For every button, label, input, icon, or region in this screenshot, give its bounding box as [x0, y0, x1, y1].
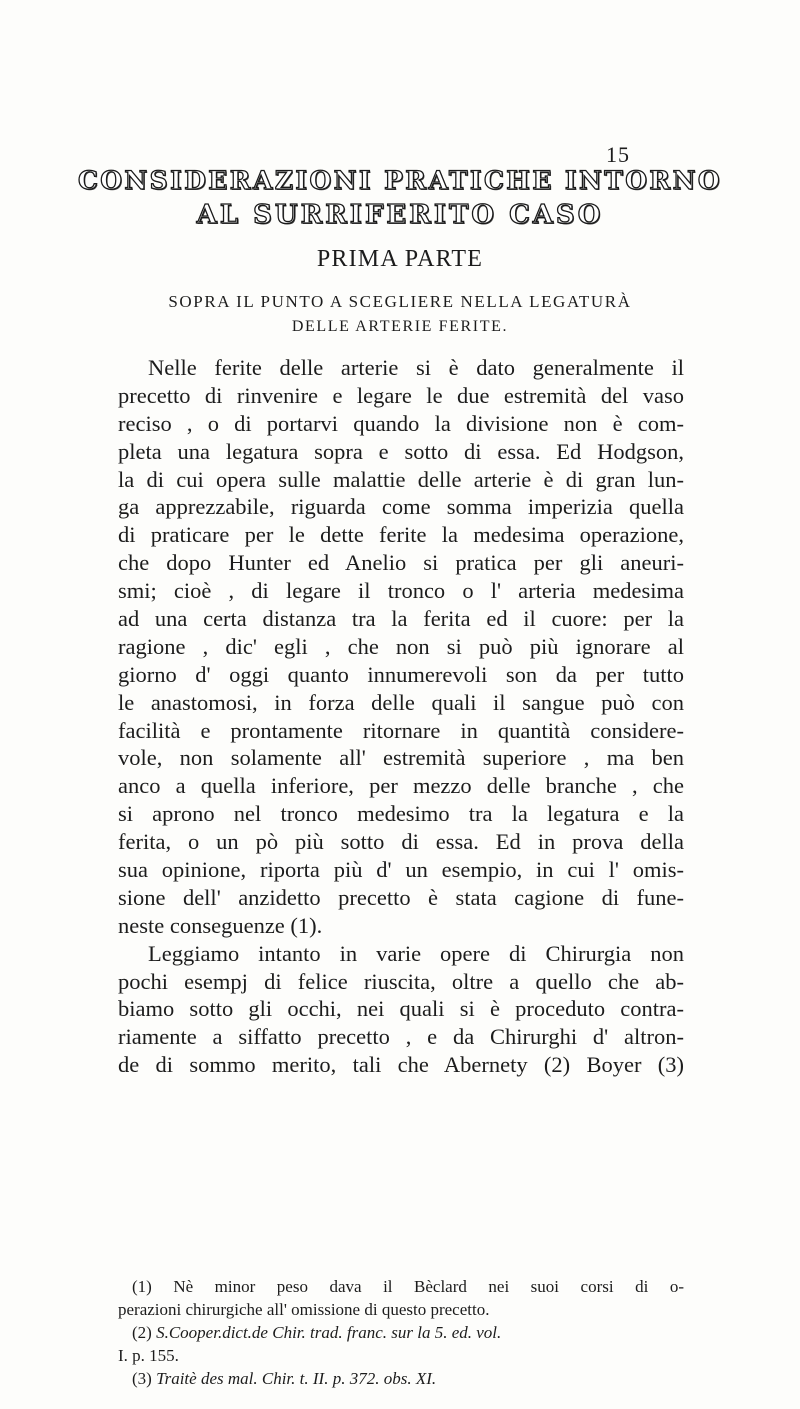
body-line: giorno d' oggi quanto innumerevoli son da per tutto	[118, 661, 684, 687]
body-text	[118, 354, 684, 1079]
footnote-3-marker: (3)	[132, 1369, 152, 1388]
footnote-2-marker: (2)	[132, 1323, 152, 1342]
body-line: anco a quella inferiore, per mezzo delle branche , che	[118, 773, 684, 799]
body-line: neste conseguenze (1).	[118, 912, 323, 938]
body-line: biamo sotto gli occhi, nei quali si è proceduto contra-	[118, 996, 684, 1022]
footnote-1-line-2: perazioni chirurgiche all' omissione di questo precetto.	[118, 1300, 490, 1319]
footnote-2	[118, 1321, 684, 1344]
ornate-heading-line-1: CONSIDERAZIONI PRATICHE INTORNO	[77, 166, 723, 195]
body-line: Leggiamo intanto in varie opere di Chirurgia non	[148, 940, 684, 966]
part-title: PRIMA PARTE	[316, 246, 484, 272]
body-line: precetto di rinvenire e legare le due estremità del vaso	[118, 382, 684, 408]
footnote-2-reference: S.Cooper.dict.de Chir. trad. franc. sur la 5. ed. vol.	[156, 1323, 502, 1342]
body-line: ragione , dic' egli , che non si può più ignorare al	[118, 633, 684, 659]
body-line: ferita, o un pò più sotto di essa. Ed in prova della	[118, 829, 684, 855]
footnote-3-reference: Traitè des mal. Chir. t. II. p. 372. obs. XI.	[156, 1369, 437, 1388]
footnote-2-continuation: I. p. 155.	[118, 1346, 179, 1365]
footnote-1-line-1: (1) Nè minor peso dava il Bèclard nei suoi corsi di o-	[132, 1277, 684, 1296]
section-subtitle-line-1: SOPRA IL PUNTO A SCEGLIERE NELLA LEGATURÀ	[168, 292, 632, 311]
body-line: pochi esempj di felice riuscita, oltre a quello che ab-	[118, 968, 684, 994]
ornate-heading-line-2: AL SURRIFERITO CASO	[196, 200, 604, 230]
body-line: si aprono nel tronco medesimo tra la legatura e la	[118, 801, 684, 827]
body-line: sua opinione, riporta più d' un esempio, in cui l' omis-	[118, 857, 684, 883]
body-line: che dopo Hunter ed Anelio si pratica per gli aneuri-	[118, 550, 684, 576]
body-line: facilità e prontamente ritornare in quantità considere-	[118, 717, 684, 743]
body-line: ga apprezzabile, riguarda come somma imperizia quella	[118, 494, 684, 520]
body-line: riamente a siffatto precetto , e da Chirurghi d' altron-	[118, 1024, 684, 1050]
body-line: di praticare per le dette ferite la medesima operazione,	[118, 522, 684, 548]
body-line: de di sommo merito, tali che Abernety (2) Boyer (3)	[118, 1052, 684, 1078]
page-number: 15	[606, 142, 630, 167]
body-line: smi; cioè , di legare il tronco o l' arteria medesima	[118, 578, 684, 604]
footnotes	[118, 1275, 684, 1390]
body-line: ad una certa distanza tra la ferita ed il cuore: per la	[118, 606, 684, 632]
body-line: vole, non solamente all' estremità superiore , ma ben	[118, 745, 684, 771]
body-line: le anastomosi, in forza delle quali il sangue può con	[118, 689, 684, 715]
body-line: reciso , o di portarvi quando la divisione non è com-	[118, 410, 684, 436]
body-line: pleta una legatura sopra e sotto di essa. Ed Hodgson,	[118, 438, 684, 464]
section-subtitle-line-2: DELLE ARTERIE FERITE.	[291, 318, 509, 335]
footnote-3	[118, 1367, 684, 1390]
body-line: sione dell' anzidetto precetto è stata cagione di fune-	[118, 884, 684, 910]
body-line: la di cui opera sulle malattie delle arterie è di gran lun-	[118, 466, 684, 492]
body-line: Nelle ferite delle arterie si è dato generalmente il	[148, 355, 684, 380]
